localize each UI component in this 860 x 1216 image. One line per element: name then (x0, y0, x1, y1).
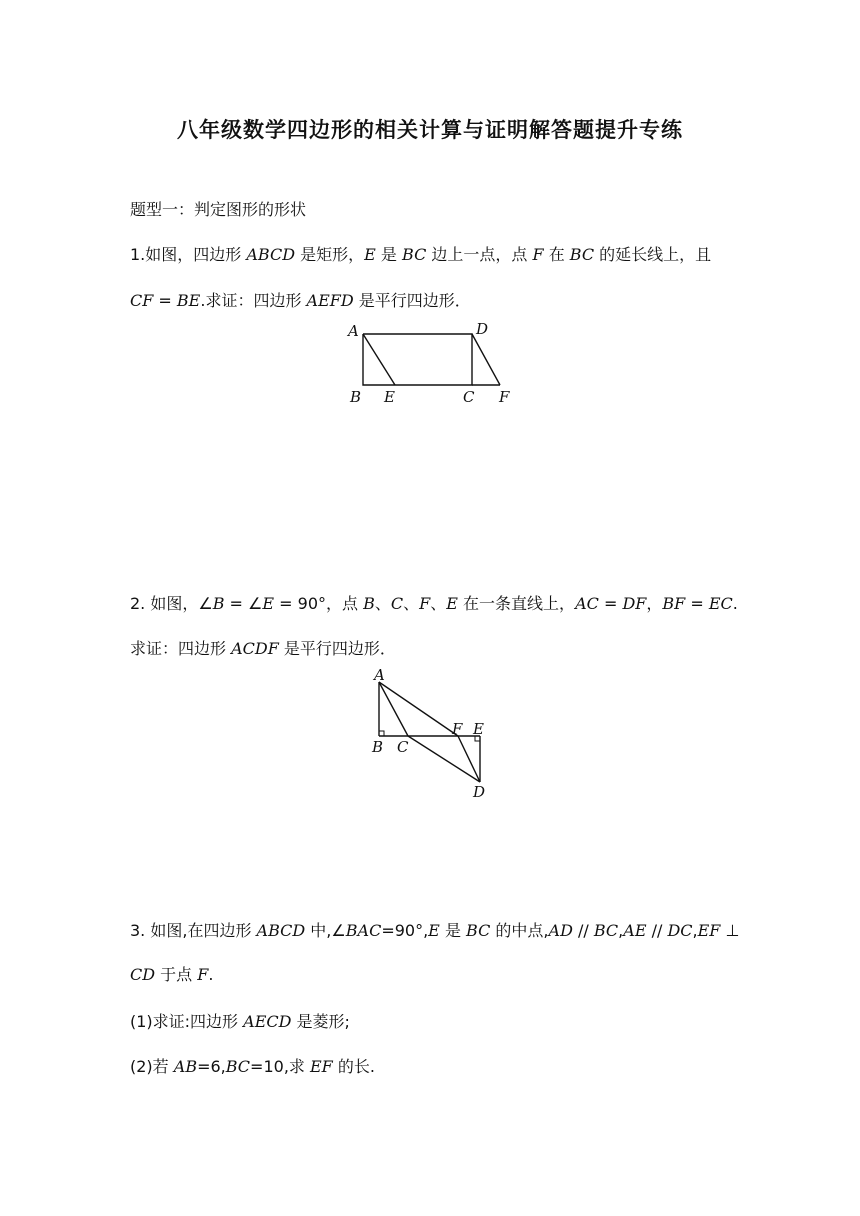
segment-df (472, 334, 500, 385)
label-b: B (372, 738, 384, 756)
section-heading: 题型一：判定图形的形状 (130, 200, 307, 219)
segment-af (379, 682, 458, 736)
label-d: D (473, 783, 486, 801)
q1-figure (340, 318, 520, 408)
segment-ae (363, 334, 395, 385)
q3-part1: (1)求证:四边形 AECD 是菱形; (130, 1012, 350, 1031)
q3-part2: (2)若 AB=6,BC=10,求 EF 的长. (130, 1057, 375, 1076)
q2-figure (360, 668, 500, 803)
right-angle-b (379, 731, 384, 736)
q3-line2: CD 于点 F. (130, 965, 214, 984)
q2-line2: 求证：四边形 ACDF 是平行四边形． (130, 639, 396, 658)
label-e: E (473, 720, 484, 738)
page-title: 八年级数学四边形的相关计算与证明解答题提升专练 (177, 118, 683, 142)
label-f: F (499, 388, 510, 406)
label-e: E (384, 388, 395, 406)
label-c: C (397, 738, 409, 756)
label-f: F (452, 720, 463, 738)
label-a: A (374, 668, 385, 684)
q3-line1: 3. 如图,在四边形 ABCD 中,∠BAC=90°,E 是 BC 的中点,AD // BC,AE // DC,EF ⊥ (130, 921, 740, 940)
q2-line1: 2. 如图，∠B = ∠E = 90°，点 B、C、F、E 在一条直线上，AC = DF，BF = EC. (130, 594, 738, 613)
label-a: A (348, 322, 359, 340)
segment-ac (379, 682, 408, 736)
q1-line1: 1.如图，四边形 ABCD 是矩形，E 是 BC 边上一点，点 F 在 BC 的延长线上，且 (130, 245, 712, 264)
label-c: C (463, 388, 475, 406)
label-b: B (350, 388, 362, 406)
q1-line2: CF = BE.求证：四边形 AEFD 是平行四边形． (130, 291, 471, 310)
label-d: D (476, 320, 489, 338)
